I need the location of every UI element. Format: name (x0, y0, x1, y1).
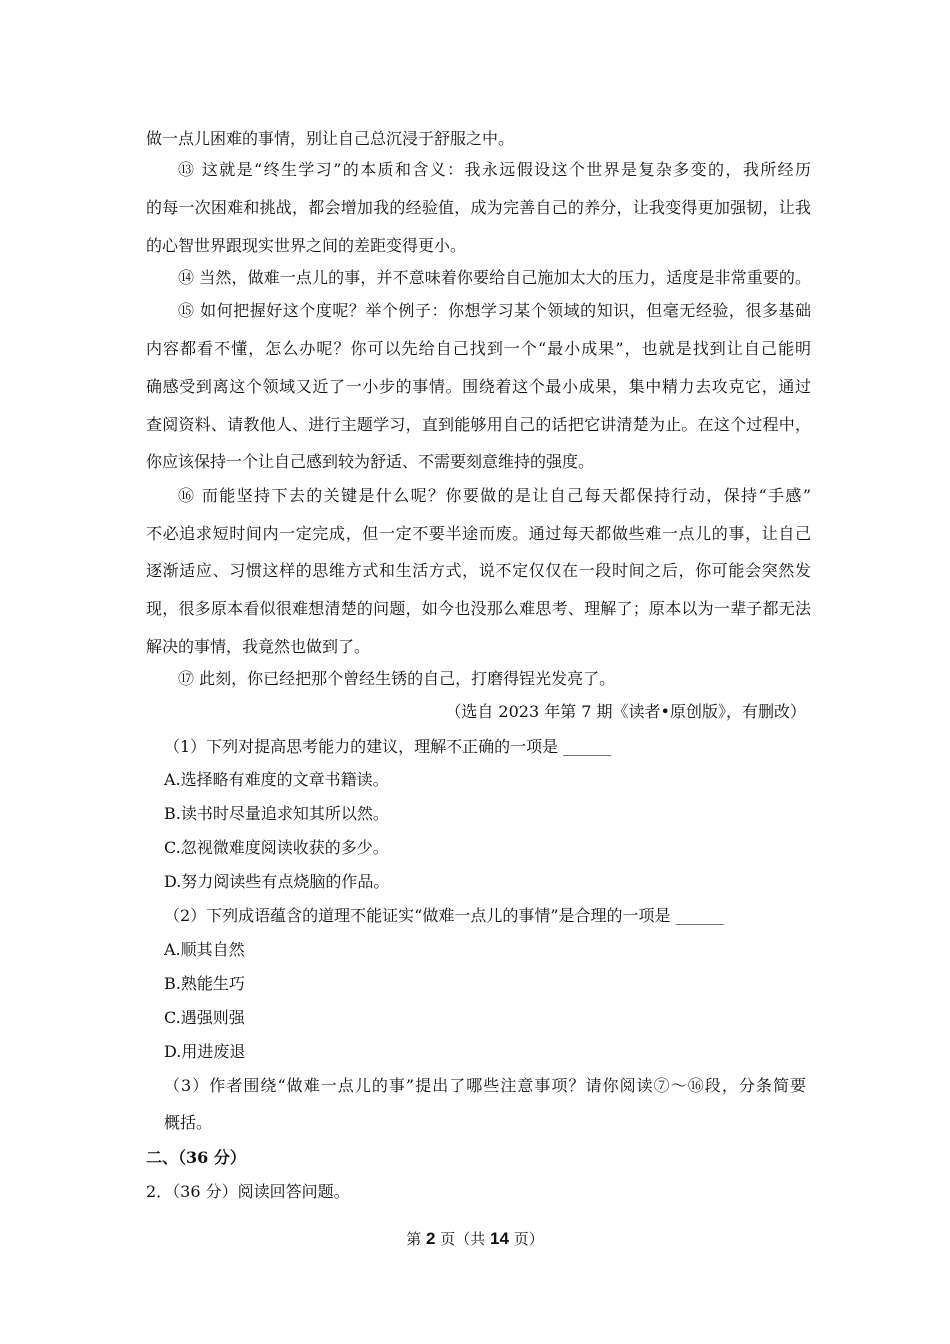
question-1-option-b: B.读书时尽量追求知其所以然。 (164, 804, 389, 823)
section-heading: 二、（36 分） (146, 1148, 246, 1167)
paragraph-line: 你应该保持一个让自己感到较为舒适、不需要刻意维持的强度。 (146, 452, 595, 471)
paragraph-line: 查阅资料、请教他人、进行主题学习，直到能够用自己的话把它讲清楚为止。在这个过程中， (146, 415, 811, 434)
paragraph-17-line: ⑰ 此刻，你已经把那个曾经生锈的自己，打磨得锃光发亮了。 (178, 669, 616, 688)
question-1-option-d: D.努力阅读些有点烧脑的作品。 (164, 872, 390, 891)
question-2-option-c: C.遇强则强 (164, 1008, 245, 1027)
question-3-stem-continued: 概括。 (164, 1113, 213, 1132)
paragraph-line: 解决的事情，我竟然也做到了。 (146, 637, 371, 656)
footer-prefix: 第 (406, 1230, 427, 1248)
paragraph-line: 不必追求短时间内一定完成，但一定不要半途而废。通过每天都做些难一点儿的事，让自己 (146, 524, 811, 543)
question-1-option-c: C.忽视微难度阅读收获的多少。 (164, 838, 389, 857)
footer-page-number: 2 (426, 1229, 436, 1248)
question-1-option-a: A.选择略有难度的文章书籍读。 (164, 770, 389, 789)
question-3-stem: （3）作者围绕“做难一点儿的事”提出了哪些注意事项？请你阅读⑦～⑯段，分条简要 (164, 1076, 806, 1095)
question-2-stem: （2）下列成语蕴含的道理不能证实“做难一点儿的事情”是合理的一项是 ______ (164, 906, 724, 925)
paragraph-15-line: ⑮ 如何把握好这个度呢？举个例子：你想学习某个领域的知识，但毫无经验，很多基础 (178, 301, 811, 320)
paragraph-line: 逐渐适应、习惯这样的思维方式和生活方式，说不定仅仅在一段时间之后，你可能会突然发 (146, 561, 811, 580)
paragraph-line: 的每一次困难和挑战，都会增加我的经验值，成为完善自己的养分，让我变得更加强韧，让我 (146, 198, 811, 217)
page-footer (0, 1229, 950, 1249)
paragraph-line: 做一点儿困难的事情，别让自己总沉浸于舒服之中。 (146, 129, 515, 148)
paragraph-16-line: ⑯ 而能坚持下去的关键是什么呢？你要做的是让自己每天都保持行动，保持“手感” (178, 486, 811, 505)
question-2-option-a: A.顺其自然 (164, 940, 245, 959)
paragraph-13-line: ⑬ 这就是“终生学习”的本质和含义：我永远假设这个世界是复杂多变的，我所经历 (178, 160, 811, 179)
paragraph-line: 内容都看不懂，怎么办呢？你可以先给自己找到一个“最小成果”，也就是找到让自己能明 (146, 339, 811, 358)
paragraph-line: 确感受到离这个领域又近了一小步的事情。围绕着这个最小成果，集中精力去攻克它，通过 (146, 377, 811, 396)
footer-suffix: 页） (508, 1230, 544, 1248)
question-2-option-b: B.熟能生巧 (164, 974, 245, 993)
footer-page-total: 14 (490, 1229, 509, 1248)
question-2-intro: 2．（36 分）阅读回答问题。 (146, 1182, 350, 1201)
question-2-option-d: D.用进废退 (164, 1042, 246, 1061)
paragraph-line: 的心智世界跟现实世界之间的差距变得更小。 (146, 236, 467, 255)
paragraph-line: 现，很多原本看似很难想清楚的问题，如今也没那么难思考、理解了；原本以为一辈子都无法 (146, 599, 811, 618)
paragraph-14-line: ⑭ 当然，做难一点儿的事，并不意味着你要给自己施加太大的压力，适度是非常重要的。 (178, 268, 811, 287)
footer-middle: 页（共 (435, 1230, 491, 1248)
source-citation: （选自 2023 年第 7 期《读者•原创版》，有删改） (445, 702, 806, 721)
question-1-stem: （1）下列对提高思考能力的建议，理解不正确的一项是 ______ (164, 737, 612, 756)
